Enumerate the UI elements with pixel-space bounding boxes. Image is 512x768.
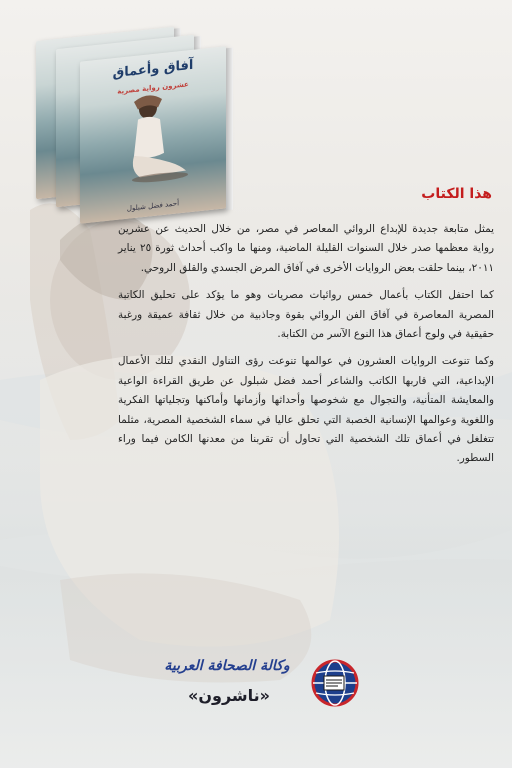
cover-figure-illustration bbox=[120, 90, 190, 187]
paragraph: كما احتفل الكتاب بأعمال خمس روائيات مصريات وهو ما يؤكد على تحليق الكاتبة المصرية المعاصرة في آفاق الفن الروائي بقوة وجاذبية من خلال ثقافة عميقة ورغبة حقيقية في ولوج أعماق هذا النوع الآسر من الكتابة. bbox=[118, 289, 494, 341]
globe-icon bbox=[308, 656, 362, 710]
paragraph: وكما تنوعت الروايات العشرون في عوالمها تنوعت رؤى التناول النقدي لتلك الأعمال الإبداعية، التي قاربها الكاتب والشاعر أحمد فضل شبلول عن طريق القراءة الواعية والمعايشة المتأنية، والتجوال مع شخوصها وأحداثها وأزمانها وأماكنها وتجلياتها الفكرية واللغوية وعوالمها الإنسانية الخصبة التي تحلق عاليا في سماء الشخصية المصرية، مثلما تتغلغل في أعماق تلك الشخصية التي تحاول أن تقربنا من معدنها الكامن فيما وراء السطور. bbox=[118, 355, 494, 465]
paragraph: يمثل متابعة جديدة للإبداع الروائي المعاصر في مصر، من خلال الحديث عن عشرين رواية معظمها صدر خلال السنوات القليلة الماضية، ومنها ما واكب أحداث ثورة ٢٥ يناير ٢٠١١، بينما حلقت بعض الروايات الأخرى في آفاق المرض الجسدي والقلق الروحي. bbox=[118, 223, 495, 274]
publisher-logo bbox=[152, 654, 366, 718]
description-text bbox=[118, 220, 494, 477]
publisher-name: وكالة الصحافة العربية bbox=[164, 658, 290, 674]
cover-subtitle: عشرون رواية مصرية bbox=[117, 80, 189, 96]
cover-author: أحمد فضل شبلول bbox=[126, 199, 180, 213]
book-cover-front bbox=[80, 46, 226, 223]
cover-title: آفاق وأعماق bbox=[112, 57, 194, 82]
publisher-tagline: «ناشرون» bbox=[188, 686, 270, 705]
section-title: هذا الكتاب bbox=[421, 186, 492, 202]
